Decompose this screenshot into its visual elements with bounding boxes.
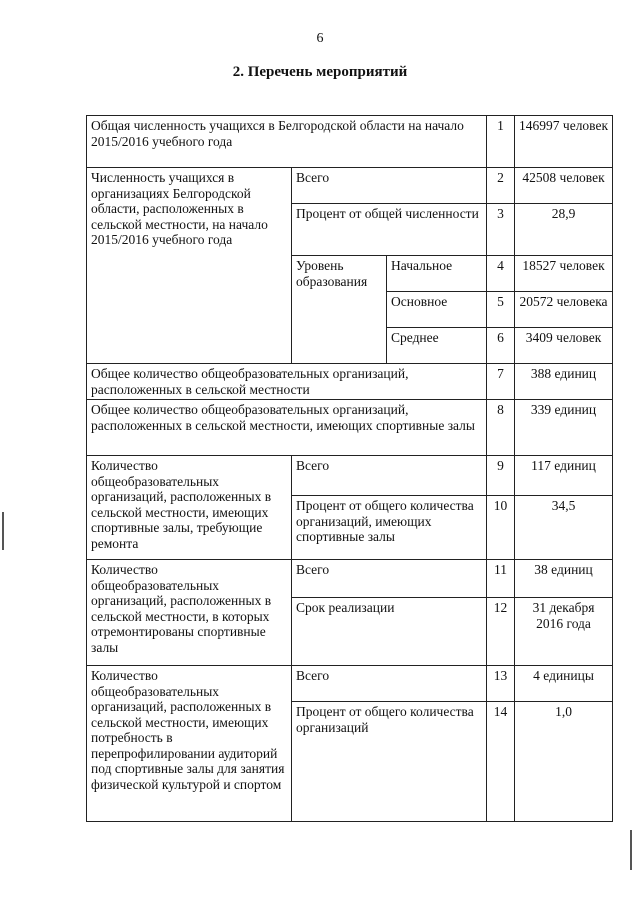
group-label: Количество общеобразовательных организаций, расположенных в сельской местности, имеющих спортивные залы, требующие ремонта [87, 456, 292, 560]
table-row [87, 364, 613, 400]
table-row [87, 400, 613, 456]
page-number: 6 [316, 31, 324, 46]
row-value: 31 декабря 2016 года [515, 598, 613, 666]
row-value: 42508 человек [515, 168, 613, 204]
row-value: 34,5 [515, 496, 613, 560]
table-row [87, 666, 613, 702]
row-number: 4 [487, 256, 515, 292]
row-value: 388 единиц [515, 364, 613, 400]
row-number: 7 [487, 364, 515, 400]
table-row [87, 456, 613, 496]
row-number: 1 [487, 116, 515, 168]
level-name: Начальное [387, 256, 487, 292]
row-number: 10 [487, 496, 515, 560]
sub-label: Срок реализации [292, 598, 487, 666]
row-number: 11 [487, 560, 515, 598]
table-row [87, 560, 613, 598]
row-number: 5 [487, 292, 515, 328]
row-label: Общее количество общеобразовательных организаций, расположенных в сельской местности [87, 364, 487, 400]
row-number: 2 [487, 168, 515, 204]
sub-label: Всего [292, 666, 487, 702]
group-label: Количество общеобразовательных организаций, расположенных в сельской местности, имеющих потребность в перепрофилировании аудиторий под спортивные залы для занятия физической культурой и спортом [87, 666, 292, 822]
row-label: Общая численность учащихся в Белгородской области на начало 2015/2016 учебного года [87, 116, 487, 168]
row-number: 6 [487, 328, 515, 364]
table-row [87, 116, 613, 168]
table-row [87, 168, 613, 204]
row-label: Общее количество общеобразовательных организаций, расположенных в сельской местности, имеющих спортивные залы [87, 400, 487, 456]
row-value: 38 единиц [515, 560, 613, 598]
level-name: Основное [387, 292, 487, 328]
row-value: 339 единиц [515, 400, 613, 456]
events-table [86, 115, 613, 822]
row-number: 12 [487, 598, 515, 666]
row-number: 3 [487, 204, 515, 256]
row-value: 1,0 [515, 702, 613, 822]
sub-label: Процент от общего количества организаций, имеющих спортивные залы [292, 496, 487, 560]
row-number: 14 [487, 702, 515, 822]
row-number: 8 [487, 400, 515, 456]
sub-label: Всего [292, 456, 487, 496]
page-title: 2. Перечень мероприятий [232, 64, 408, 80]
row-value: 3409 человек [515, 328, 613, 364]
sub-label: Всего [292, 560, 487, 598]
level-name: Среднее [387, 328, 487, 364]
group-label: Количество общеобразовательных организаций, расположенных в сельской местности, в которых отремонтированы спортивные залы [87, 560, 292, 666]
sub-label: Процент от общей численности [292, 204, 487, 256]
group-label: Численность учащихся в организациях Белгородской области, расположенных в сельской местности, на начало 2015/2016 учебного года [87, 168, 292, 364]
level-label: Уровень образования [292, 256, 387, 364]
row-value: 28,9 [515, 204, 613, 256]
scan-artifact [2, 512, 4, 550]
row-value: 117 единиц [515, 456, 613, 496]
scan-artifact [630, 830, 632, 870]
row-value: 4 единицы [515, 666, 613, 702]
row-value: 146997 человек [515, 116, 613, 168]
row-value: 18527 человек [515, 256, 613, 292]
row-number: 9 [487, 456, 515, 496]
sub-label: Всего [292, 168, 487, 204]
sub-label: Процент от общего количества организаций [292, 702, 487, 822]
row-value: 20572 человека [515, 292, 613, 328]
row-number: 13 [487, 666, 515, 702]
